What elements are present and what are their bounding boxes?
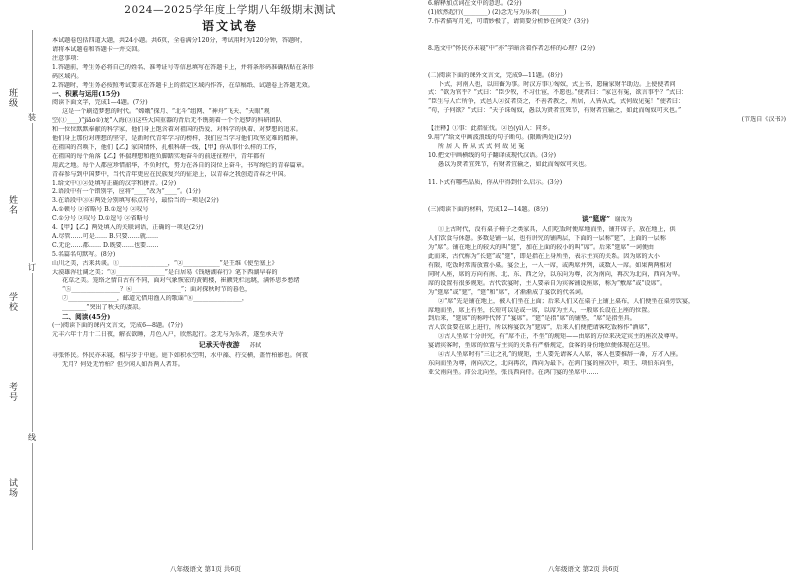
page-2-question-line: 11.卜式有哪些品质，你从中得到什么启示。(3分) [428, 178, 563, 186]
page-1-text-line: A.尽管……可是…… B.只要……就…… [52, 232, 159, 240]
page-2-question-line: 愚以为贤者宜死节，有财者宜输之，如此而匈奴可灭也。 [438, 160, 591, 168]
page-1-text-line: 花草之美。笼络之情自古有不同，面对气象恢宏的黄鹤楼，崔颢凭栏远眺，满怀思乡愁绪 [62, 277, 300, 285]
page-1-text-line: 大漠雄浑壮阔之美；“③________________”是白居易《钱塘湖春行》笔下西湖早春的 [52, 268, 278, 276]
page-1-text-line: 和一位位默默奉献的科学家，他们身上饱含着对祖国的热爱、对科学的执着、对梦想的追求。 [52, 126, 302, 134]
essay-text-line: ④古人坐席时有“三让之礼”的规矩，主人要先请客人入席，客人也要推辞一番，方才入座。 [438, 351, 682, 359]
page-1-text-line: 2.答题时，考生务必按照考试要求在答题卡上的指定区域内作答，在草稿纸、试题卷上答题无效。 [52, 81, 314, 89]
essay-text-line: 为“筵席”或“筵”，“筵”和“席”，才渐渐成了宴饮的代名词。 [428, 288, 587, 296]
binding-line [32, 30, 33, 550]
essay-text-line: ②“席”先是铺在地上，被人们坐在上面；后来人们又在桌子上铺上桌布，人们便坐在桌旁饮宴， [438, 297, 695, 305]
page-2-question-line: 所 居 人 皆 从 式 式 何 故 见 冤 [438, 142, 525, 150]
margin-label-room: 试场 [7, 478, 17, 498]
page-1-text-line: 寻张怀民。怀民亦未寝，相与步于中庭。庭下如积水空明，水中藻、荇交横，盖竹柏影也。何夜 [52, 351, 308, 359]
essay-text-line: 席的设置有很多规矩。古代饮宴时，主人要亲自为宾客铺设座席，称为“敷席”或“设席”。 [428, 279, 666, 287]
cut-char-ding: 订 [28, 263, 36, 272]
page-2-question-line [428, 63, 786, 72]
essay-text-line: 同时入座，席的方向有南、北、东、西之分，以东向为尊，次为南向，再次为北向，西向为卑。 [428, 270, 684, 278]
margin-label-name: 姓名 [7, 195, 17, 215]
page-1-text-line: C.①分号 ②叹号 D.①逗号 ②省略号 [52, 215, 149, 223]
page-2-question-line: 6.解释加点词在文中的意思。(2分) [428, 0, 522, 7]
margin-label-exam-number: 考号 [7, 382, 17, 402]
page-1-text-line: 阅读下面文字，完成1—4题。(7分) [52, 99, 148, 107]
page-2-footer: 八年级语文 第2页 共6页 [548, 565, 619, 573]
essay-text-line: 古人饮食要在席上进行，所以称宴饮为“筵席”，后来人们便把请客吃饭称作“酒席”， [428, 324, 654, 332]
page-2-question-line: 10.把文中画横线的句子翻译成现代汉语。(3分) [428, 151, 557, 159]
cut-char-zhuang: 装 [28, 113, 36, 122]
page-1-text-line: 一、积累与运用(15分) [52, 90, 121, 99]
essay-text-line: 宴请宾客时，坐席的位置与主宾的关系有严格规定，食客的身份地位便体现在这里。 [428, 342, 654, 350]
page-2-question-line: (二)阅读下面的课外文言文，完成9—11题。(8分) [428, 71, 563, 79]
page-1-text-line: 1.答题前，考生务必将自己的姓名、准考证号等信息填写在答题卡上，并将条形码准确粘贴在条形 [52, 63, 314, 71]
essay-author: 谢汝为 [614, 217, 633, 224]
essay-text-line: 此而来，古代称为“长筵”或“筵”，即是指在上身所坐，表示主宾的关系。因为席的大小 [428, 253, 660, 261]
page-2-question-line [428, 197, 786, 206]
page-2-question-line [428, 188, 786, 197]
page-2-question-line: 卜式，河南人也，以田畜为事。时汉方事①匈奴，式上书，愿输家财半助边。上使使者问 [438, 80, 676, 88]
page-2-question-line: 8.选文中“怀民亦未寝”中“亦”字暗含着作者怎样的心理？(2分) [428, 44, 596, 52]
page-2-question-line: 9.用“/”给文中画波浪线的句子断句。(限断两处)(2分) [428, 133, 572, 141]
page-2-question-line: 【注释】①事：此指征伐。②邑(yì)人：同乡。 [428, 125, 554, 133]
page-2-question-line: (节选自《汉书》) [741, 116, 786, 124]
page-1-text-line: 在祖国的召唤下，他们【乙】家国情怀，扎根科研一线，【甲】你从事什么样的工作， [52, 143, 281, 151]
page-2-question-line: “臣生与人亡所争，式邑人②贫者贷之，不善者教之，所居，人皆从式，式何故见冤！”使者曰： [428, 98, 685, 106]
page-1-text-line: 无月？何处无竹柏？但少闲人如吾两人者耳。 [62, 360, 184, 368]
poem-title: 记承天寺夜游 [198, 340, 240, 349]
page-1-text-line: 空(①____)“jiāo①)龙”入海(③)这些大国重器的背后无不镌刻着一个个追梦的科研团队 [52, 117, 282, 125]
page-2-question-line [428, 36, 786, 45]
essay-text-line: 人们饮食与休憩。多数是铺一层，也有讲究的铺两层，下面的一层称“筵”，上面的一层称 [428, 235, 666, 243]
poem-heading [52, 340, 408, 352]
exam-subtitle: 语文试卷 [201, 19, 258, 33]
page-2-question-line: (三)阅读下面的材料，完成12—14题。(8分) [428, 205, 549, 213]
page-1-text-line: 青春参与到中国梦中，当代青年更应在民族复兴的征途上，以青春之我创造青春之中国。 [52, 170, 290, 178]
page-2-question-line [428, 54, 786, 63]
essay-text-line: 为“席”。铺在地上的较大的叫“筵”，加在上面的较小的叫“席”。后来“筵席”一词便由 [428, 244, 655, 252]
page-2-question-line [428, 170, 786, 179]
page-1-text-line: 5.名篇名句默写。(8分) [52, 250, 116, 258]
page-1-text-line: 注意事项： [52, 54, 83, 62]
page-1-text-line: 在祖国的每个角落【乙】怀揣理想和抱负脚踏实地奋斗的前进征程中，青年都有 [52, 152, 266, 160]
page-2-questions [428, 0, 786, 214]
essay-text [428, 226, 786, 377]
essay-text-line: 东向而坐为尊，南向次之，北向再次，西向为最下。在鸿门宴的座次中，项王、项伯东向坐， [428, 360, 678, 367]
page-1-text-line: 请将本试题卷和答题卡一并交回。 [52, 45, 144, 53]
binding-margin [0, 0, 44, 583]
page-2-column [428, 0, 786, 583]
exam-title: 2024—2025学年度上学期八年级期末测试 [124, 4, 336, 16]
page-1-text-line: ________”突出了秋天的凄凉。 [62, 304, 145, 312]
page-1-text-line: 本试题卷包括四道大题，共24小题。共6页，全卷满分120分，考试用时为120分钟，答题时， [52, 37, 307, 44]
page-1-text-line: 用武之地。每个人都应珍惜韶华，不负时代，努力在各自的岗位上奋斗，书写绚烂的青春篇章。 [52, 161, 308, 169]
poem-author: 苏轼 [249, 342, 262, 349]
page-1-text-line: 他们身上那份对理想的坚守，是新时代青年学习的榜样，我们应当学习他们攻坚克难的精神。 [52, 134, 302, 142]
page-2-question-line: “苟，子何欲？”式曰：“天子诛匈奴，愚以为贤者宜死节，有财者宜输之，如此而匈奴可灭也。” [428, 107, 682, 115]
margin-label-class: 班级 [7, 88, 17, 108]
page-1-text-line: 这是一个刷造梦想的时代。“嫦娥”探月、“北斗”组网、“神舟”飞天、“天眼”观 [62, 108, 270, 116]
essay-title [428, 214, 786, 226]
page-1-text-line: 山川之美，古来共谈。①________________，“②____________”是王维《使至塞上》 [52, 259, 278, 267]
page-1-text-line: 4.【甲】【乙】两处填入的关联词语，正确的一项是(2分) [52, 224, 204, 232]
page-1-text-line: C.无论……都…… D.既要……也要…… [52, 241, 159, 249]
margin-label-school: 学校 [7, 292, 17, 312]
page-2-question-line: 式：“欲为官乎？”式曰：“臣少牧，不习仕宦，不愿也。”使者曰：“家岂有冤，欲言事乎？”式曰： [428, 89, 688, 97]
page-1-column [52, 0, 408, 583]
page-1-text-line: 3.在语段中③④两处分别填写标点符号，最恰当的一项是(2分) [52, 197, 219, 205]
page-1-text-line: 码区域内。 [52, 72, 83, 80]
essay-text-line: 到后来，“筵席”的称呼代替了“宴席”。“筵”是指“席”的铺垫，“席”是指坐具。 [428, 315, 636, 323]
page-1-text-line: “⑤________________？⑥________________”；面对探秋时节的暮色， [62, 286, 252, 294]
page-1-text-line: 元丰六年十月十二日夜，解衣欲睡，月色入户，欣然起行。念无与为乐者，遂至承天寺 [52, 330, 284, 338]
page-1-text [52, 37, 408, 370]
essay-text-line: 有限，吃饭时常需放置小桌。宴会上，一人一席，或两席并列，或数人一席。如果两两相对 [428, 262, 672, 270]
page-1-footer: 八年级语文 第1页 共6页 [170, 565, 241, 573]
essay-text-line: ①上古时代，没有桌子椅子之类家具，人们吃饭时便席地而坐，铺开席子，放在地上，供 [438, 226, 676, 234]
page-1-text-line: ⑦________________，邮道元借用渔人的歌谣“⑧________________， [62, 295, 248, 303]
page-1-text-line: A.①顿号 ②省略号 B.①逗号 ②叹号 [52, 206, 149, 214]
page-1-text-line: 1.给文中①②处填写正确的汉字和拼音。(2分) [52, 179, 177, 187]
page-1-text-line: 二、阅读(45分) [62, 313, 111, 322]
page-2-question-line: (1)欣然起行(________) (2)念无与为乐者(________) [428, 8, 567, 16]
page-2-question-line: 7.作者描写月光，可谓妙极了，请简要分析妙在何处？(3分) [428, 17, 589, 25]
essay-text-line: 亚父南向坐。沛公北向坐，张良西向侍。在鸿门宴的坐席中…… [428, 368, 599, 376]
essay-title-text: 谈“筵席” [581, 215, 611, 224]
cut-char-xian: 线 [28, 433, 36, 442]
essay-text-line: 席地而坐，席上有坐，长短可以是或一席，以席为主人，一般席长设在上座的位置。 [428, 306, 654, 314]
page-1-text-line: (一)阅读下面的课内文言文，完成6—8题。(7分) [52, 322, 183, 329]
page-2-question-line [428, 27, 786, 36]
essay-text-line: ③古人坐席十分讲究，有“席不正，不坐”的规矩——由席的方位来决定宾主的座次及尊卑。 [438, 333, 682, 341]
page-1-text-line: 2.语段中有一个错别字，应将“____”改为“____”。(1分) [52, 188, 201, 196]
